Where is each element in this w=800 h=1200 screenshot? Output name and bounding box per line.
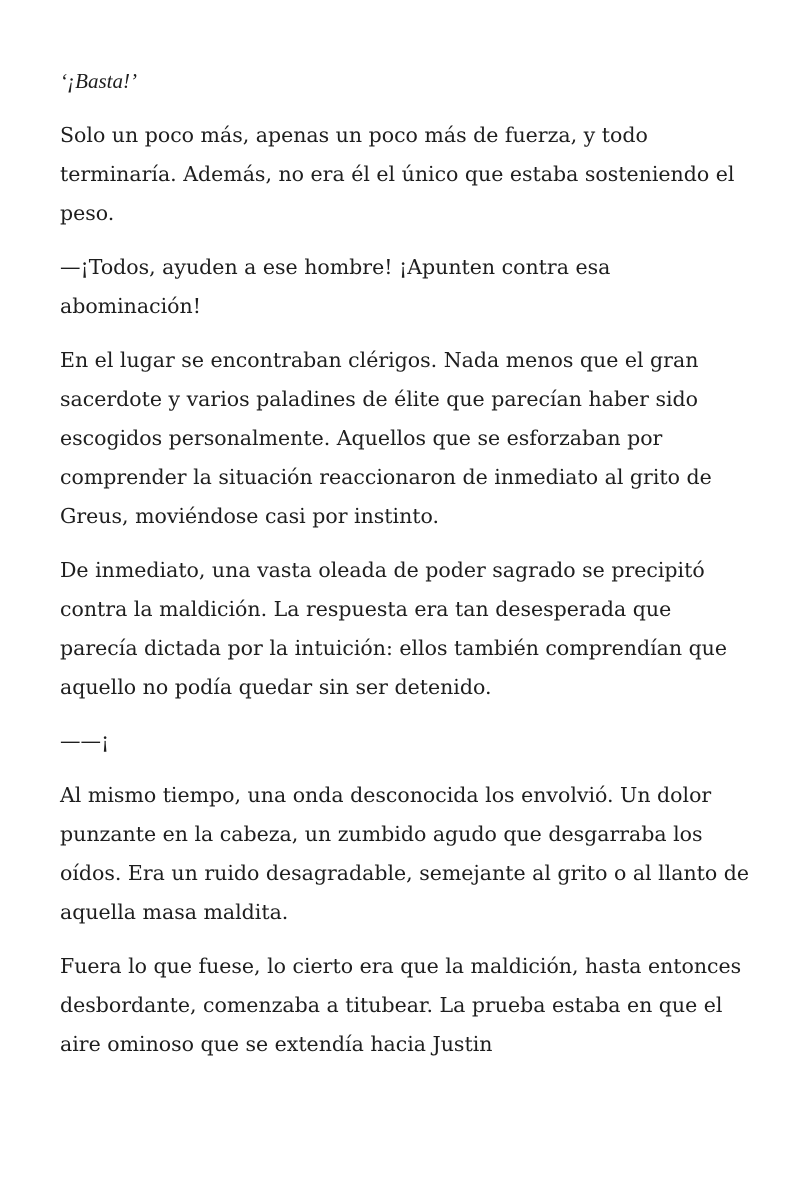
- paragraph: De inmediato, una vasta oleada de poder sagrado se precipitó contra la maldición. La respuesta era tan desesperada que parecía dictada por la intuición: ellos también comprendían que aquello no podía quedar sin ser detenido.: [60, 558, 728, 699]
- paragraph: En el lugar se encontraban clérigos. Nada menos que el gran sacerdote y varios paladines de élite que parecían haber sido escogidos personalmente. Aquellos que se esforzaban por comprender la situación reaccionaron de inmediato al grito de Greus, moviéndose casi por instinto.: [60, 348, 712, 528]
- sound-effect-line: ——¡: [60, 729, 110, 753]
- paragraph: Fuera lo que fuese, lo cierto era que la maldición, hasta entonces desbordante, comenzaba a titubear. La prueba estaba en que el aire ominoso que se extendía hacia Justin: [60, 954, 742, 1056]
- dialogue-paragraph: —¡Todos, ayuden a ese hombre! ¡Apunten contra esa abominación!: [60, 255, 611, 318]
- document-page: [60, 62, 750, 1079]
- thought-line: ‘¡Basta!’: [60, 69, 137, 93]
- paragraph: Solo un poco más, apenas un poco más de fuerza, y todo terminaría. Además, no era él el único que estaba sosteniendo el peso.: [60, 123, 735, 225]
- paragraph: Al mismo tiempo, una onda desconocida los envolvió. Un dolor punzante en la cabeza, un zumbido agudo que desgarraba los oídos. Era un ruido desagradable, semejante al grito o al llanto de aquella masa maldita.: [60, 783, 750, 924]
